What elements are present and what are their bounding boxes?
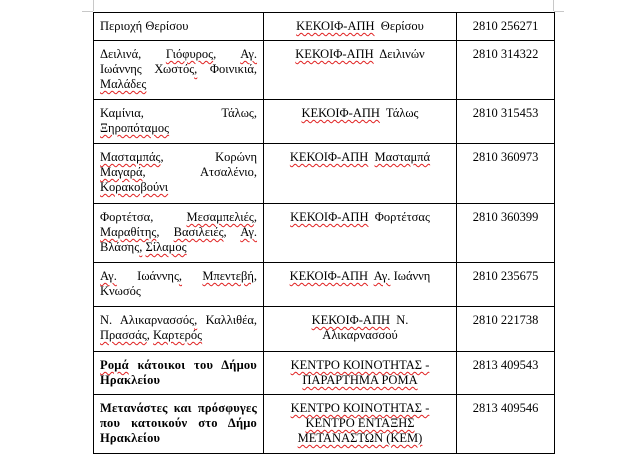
area-cell: Φορτέτσα, Μεσαμπελιές, Μαραθίτης, Βασιλειές, Αγ. Βλάσης, Σίλαμος: [94, 204, 264, 263]
crop-mark-top-left-horizontal: [82, 11, 93, 12]
phone-cell: 2813 409546: [457, 395, 555, 454]
contacts-table: [93, 12, 555, 454]
office-location: Θερίσου: [380, 19, 424, 33]
table-row: [94, 13, 555, 41]
table-row: [94, 395, 555, 454]
crop-mark-top-right-horizontal: [554, 11, 564, 12]
office-cell: ΚΕΚΟΙΦ-ΑΠΗ Αγ. Ιωάννη: [264, 263, 457, 307]
crop-mark-top-right-vertical: [553, 0, 554, 11]
phone-cell: 2810 360973: [457, 144, 555, 204]
table-row: [94, 144, 555, 204]
phone-cell: 2810 235675: [457, 263, 555, 307]
area-cell: Καμίνια, Τάλως, Ξηροπόταμος: [94, 100, 264, 144]
office-cell: ΚΕΚΟΙΦ-ΑΠΗ Ν. Αλικαρνασσού: [264, 307, 457, 352]
office-cell: ΚΕΚΟΙΦ-ΑΠΗ Τάλως: [264, 100, 457, 144]
crop-mark-top-left-vertical: [93, 0, 94, 11]
table-row: [94, 41, 555, 100]
area-cell: Δειλινά, Γιόφυρος, Αγ. Ιωάννης Χωστός, Φοινικιά, Μαλάδες: [94, 41, 264, 100]
office-cell: ΚΕΝΤΡΟ ΚΟΙΝΟΤΗΤΑΣ - ΚΕΝΤΡΟ ΕΝΤΑΞΗΣ ΜΕΤΑΝΑΣΤΩΝ (ΚΕΜ): [264, 395, 457, 454]
phone-cell: 2810 221738: [457, 307, 555, 352]
office-cell: ΚΕΚΟΙΦ-ΑΠΗ Δειλινών: [264, 41, 457, 100]
area-cell: Περιοχή Θερίσου: [94, 13, 264, 41]
area-cell: Μασταμπάς, Κορώνη Μαγαρά, Ατσαλένιο, Κορακοβούνι: [94, 144, 264, 204]
area-cell: Ν. Αλικαρνασσός, Καλλιθέα, Πρασσάς, Καρτερός: [94, 307, 264, 352]
area-cell: Μετανάστες και πρόσφυγες που κατοικούν στο Δήμο Ηρακλείου: [94, 395, 264, 454]
phone-cell: 2813 409543: [457, 352, 555, 395]
area-cell: Ρομά κάτοικοι του Δήμου Ηρακλείου: [94, 352, 264, 395]
phone-cell: 2810 314322: [457, 41, 555, 100]
area-cell: Αγ. Ιωάννης, Μπεντεβή, Κνωσός: [94, 263, 264, 307]
office-cell: ΚΕΝΤΡΟ ΚΟΙΝΟΤΗΤΑΣ - ΠΑΡΑΡΤΗΜΑ ΡΟΜΑ: [264, 352, 457, 395]
office-abbr: ΚΕΚΟΙΦ-ΑΠΗ: [296, 19, 375, 33]
table-row: [94, 204, 555, 263]
office-cell: ΚΕΚΟΙΦ-ΑΠΗ Μασταμπά: [264, 144, 457, 204]
table-row: [94, 100, 555, 144]
phone-cell: 2810 360399: [457, 204, 555, 263]
office-cell: ΚΕΚΟΙΦ-ΑΠΗ Φορτέτσας: [264, 204, 457, 263]
table-row: [94, 307, 555, 352]
office-cell: [264, 13, 457, 41]
phone-cell: 2810 256271: [457, 13, 555, 41]
phone-cell: 2810 315453: [457, 100, 555, 144]
table-row: [94, 263, 555, 307]
table-row: [94, 352, 555, 395]
